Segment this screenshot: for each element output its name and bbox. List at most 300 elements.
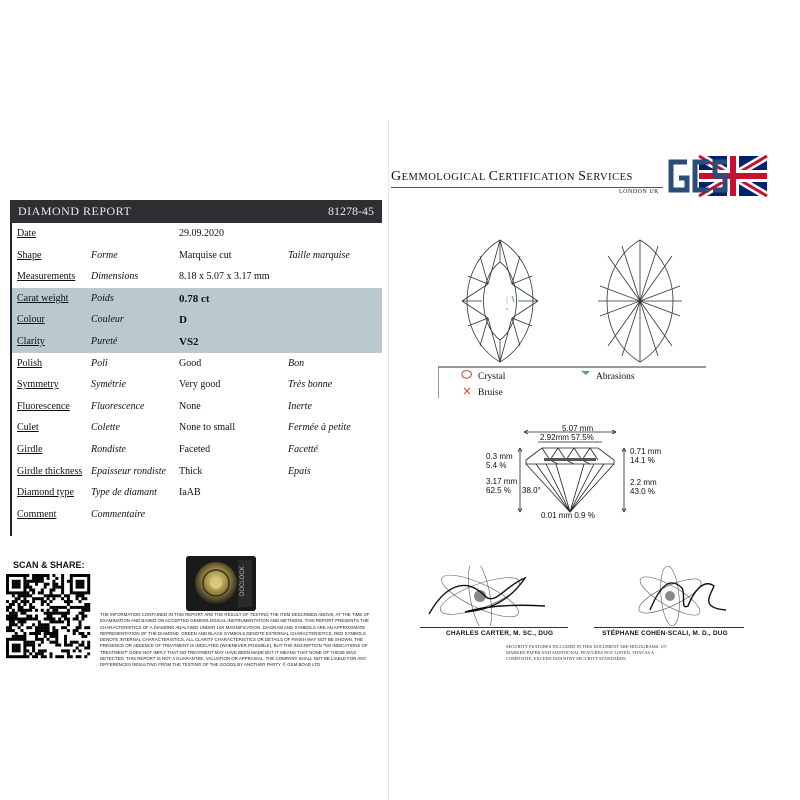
qr-module (47, 632, 50, 635)
qr-module (23, 583, 26, 586)
qr-module (79, 600, 82, 603)
qr-module (61, 626, 64, 629)
qr-module (18, 635, 21, 638)
qr-code[interactable] (6, 574, 92, 662)
qr-module (12, 620, 15, 623)
qr-module (47, 615, 50, 618)
qr-module (84, 626, 87, 629)
qr-module (35, 618, 38, 621)
company-name-cap-g: G (391, 169, 402, 184)
row-value-fr: Epais (288, 465, 311, 477)
qr-module (81, 574, 84, 577)
row-label-fr: Couleur (91, 314, 124, 326)
qr-module (64, 626, 67, 629)
qr-module (81, 591, 84, 594)
qr-module (21, 618, 24, 621)
qr-module (76, 615, 79, 618)
qr-module (58, 606, 61, 609)
qr-module (84, 574, 87, 577)
qr-module (18, 606, 21, 609)
qr-module (15, 612, 18, 615)
qr-module (29, 589, 32, 592)
qr-module (76, 594, 79, 597)
qr-module (76, 591, 79, 594)
row-value-fr: Fermée à petite (288, 422, 351, 434)
qr-module (55, 629, 58, 632)
qr-module (67, 649, 70, 652)
qr-module (76, 580, 79, 583)
qr-module (6, 652, 9, 655)
qr-module (87, 606, 90, 609)
qr-module (21, 600, 24, 603)
qr-module (67, 594, 70, 597)
qr-module (41, 629, 44, 632)
qr-module (6, 641, 9, 644)
qr-module (23, 591, 26, 594)
qr-module (55, 638, 58, 641)
crown-height-mm: 0.3 mm (486, 452, 513, 461)
qr-module (26, 609, 29, 612)
qr-module (55, 620, 58, 623)
qr-module (61, 586, 64, 589)
report-title: DIAMOND REPORT (18, 204, 132, 218)
row-value-fr: Facetté (288, 443, 318, 455)
qr-module (6, 580, 9, 583)
qr-module (84, 603, 87, 606)
gcs-logo (665, 154, 769, 198)
qr-module (87, 641, 90, 644)
qr-module (61, 612, 64, 615)
qr-module (41, 626, 44, 629)
row-value-fr: Taille marquise (288, 249, 350, 261)
qr-module (81, 612, 84, 615)
qr-module (55, 635, 58, 638)
legend-abrasions-label: Abrasions (596, 372, 635, 382)
pavilion-depth-pct: 43.0 % (630, 487, 655, 496)
qr-module (52, 606, 55, 609)
row-value: Thick (179, 465, 203, 477)
qr-module (15, 632, 18, 635)
qr-module (23, 644, 26, 647)
qr-module (38, 632, 41, 635)
row-value: D (179, 314, 187, 327)
row-label-en: Culet (17, 422, 39, 434)
qr-module (79, 644, 82, 647)
qr-module (21, 606, 24, 609)
qr-module (67, 597, 70, 600)
qr-module (6, 606, 9, 609)
qr-module (52, 580, 55, 583)
row-value: Faceted (179, 443, 211, 455)
qr-module (58, 612, 61, 615)
qr-module (87, 609, 90, 612)
row-label-fr: Rondiste (91, 443, 126, 455)
qr-module (81, 606, 84, 609)
qr-module (47, 638, 50, 641)
qr-module (55, 583, 58, 586)
qr-module (12, 649, 15, 652)
qr-module (38, 577, 41, 580)
qr-module (35, 632, 38, 635)
qr-module (35, 635, 38, 638)
qr-module (87, 574, 90, 577)
qr-module (87, 632, 90, 635)
qr-module (52, 620, 55, 623)
qr-module (15, 647, 18, 650)
qr-module (12, 618, 15, 621)
signature-line-1 (420, 627, 568, 628)
qr-module (41, 623, 44, 626)
qr-module (47, 597, 50, 600)
qr-module (12, 635, 15, 638)
qr-module (23, 589, 26, 592)
qr-module (32, 649, 35, 652)
qr-module (23, 586, 26, 589)
qr-module (26, 649, 29, 652)
qr-module (18, 580, 21, 583)
qr-module (81, 609, 84, 612)
qr-module (32, 641, 35, 644)
row-label-en: Measurements (17, 271, 76, 283)
diamond-plot-diagrams (450, 236, 690, 366)
qr-module (84, 647, 87, 650)
qr-module (55, 606, 58, 609)
legend-crystal-label: Crystal (478, 372, 506, 382)
qr-module (79, 632, 82, 635)
qr-module (79, 626, 82, 629)
qr-module (6, 591, 9, 594)
qr-module (52, 597, 55, 600)
qr-module (23, 612, 26, 615)
qr-module (29, 641, 32, 644)
scan-share-title: SCAN & SHARE: (13, 560, 85, 570)
row-label-en: Shape (17, 249, 42, 261)
qr-module (47, 603, 50, 606)
qr-module (15, 574, 18, 577)
disclaimer-text: THE INFORMATION CONTAINED IN THIS REPORT ARE THE RESULT OF TESTING THE ITEM DESCRIBED ABOVE, AT THE TIME OF EXAMINATION AND BASED ON ACCEPTED GEMMOLOGICAL INSTRUMENTATION AND METHODS. THIS REPORT PRESENTS THE CHARACTERISTICS OF A DIAMOND ANALYSED UNDER 10X MAGNIFICATION. DIAGRAM AND SYMBOLS ARE AN APPROXIMATE REPRESENTATION OF THE DIAMOND. GREEN AND BLACK SYMBOLS DENOTE EXTERNAL CHARACTERISTICS, RED SYMBOLS DENOTE INTERNAL CHARACTERISTICS. ALL CLARITY CHARACTERISTICS OR DETAILS OF FINISH MAY NOT BE SHOWN. THE PRESENCE OR ABSENCE OF TREATMENT IS INDICATED (WHENEVER POSSIBLE), BUT THE INSCRIPTION "NO INDICATIONS OF TREATMENT" DOES NOT IMPLY THAT NO TREATMENT MAY HAVE BEEN MADE BUT IT MEANS THAT NONE OF THESE WAS DETECTED. THIS REPORT IS NOT A GUARANTEE, VALUATION OR APPRAISAL. THE COMPANY SHALL NOT BE LIABLE FOR ANY DIFFERENCES RESULTING FROM THE TESTING OF THE GOODS BY ANOTHER PARTY. © GSM BOAD LTD (100, 612, 370, 668)
qr-module (87, 589, 90, 592)
qr-module (50, 618, 53, 621)
qr-module (12, 623, 15, 626)
total-depth-mm: 3.17 mm (486, 477, 518, 486)
qr-module (26, 626, 29, 629)
qr-module (32, 577, 35, 580)
qr-module (52, 612, 55, 615)
qr-module (76, 574, 79, 577)
qr-module (32, 618, 35, 621)
row-label-fr: Dimensions (91, 271, 139, 283)
qr-module (81, 635, 84, 638)
row-label-en: Girdle (17, 443, 43, 455)
qr-module (73, 649, 76, 652)
qr-module (38, 597, 41, 600)
qr-module (81, 615, 84, 618)
report-row (10, 245, 382, 267)
qr-module (32, 589, 35, 592)
qr-module (73, 618, 76, 621)
signature-line-2 (594, 627, 744, 628)
qr-module (79, 583, 82, 586)
qr-module (26, 583, 29, 586)
report-row (10, 331, 382, 353)
row-value-fr: Bon (288, 357, 305, 369)
qr-module (50, 641, 53, 644)
qr-module (81, 583, 84, 586)
row-label-en: Polish (17, 357, 43, 369)
qr-module (29, 594, 32, 597)
report-row (10, 374, 382, 396)
qr-module (52, 583, 55, 586)
qr-module (35, 574, 38, 577)
qr-module (50, 589, 53, 592)
qr-module (38, 626, 41, 629)
qr-module (26, 618, 29, 621)
qr-module (55, 655, 58, 658)
qr-module (15, 644, 18, 647)
qr-module (76, 629, 79, 632)
qr-module (18, 583, 21, 586)
qr-module (76, 597, 79, 600)
qr-module (41, 600, 44, 603)
qr-module (81, 597, 84, 600)
qr-module (47, 583, 50, 586)
company-name-part2: ERTIFICATION (498, 172, 579, 183)
qr-module (58, 655, 61, 658)
qr-module (70, 580, 73, 583)
report-row (10, 461, 382, 483)
qr-module (79, 655, 82, 658)
qr-module (26, 655, 29, 658)
qr-module (76, 647, 79, 650)
row-label-fr: Type de diamant (91, 487, 157, 499)
qr-module (9, 615, 12, 618)
qr-module (6, 615, 9, 618)
qr-module (6, 574, 9, 577)
qr-module (44, 655, 47, 658)
qr-module (67, 620, 70, 623)
qr-module (73, 629, 76, 632)
row-value: None (179, 400, 201, 412)
hologram-graphic (186, 556, 256, 611)
qr-module (58, 618, 61, 621)
row-label-fr: Poli (91, 357, 108, 369)
qr-module (6, 626, 9, 629)
row-label-en: Girdle thickness (17, 465, 83, 477)
qr-module (12, 600, 15, 603)
qr-module (9, 591, 12, 594)
qr-module (44, 635, 47, 638)
qr-module (15, 586, 18, 589)
qr-module (76, 655, 79, 658)
qr-module (18, 626, 21, 629)
qr-module (29, 652, 32, 655)
qr-module (70, 574, 73, 577)
qr-module (15, 635, 18, 638)
qr-module (26, 580, 29, 583)
qr-module (6, 655, 9, 658)
qr-module (84, 635, 87, 638)
qr-module (32, 580, 35, 583)
qr-module (70, 606, 73, 609)
qr-module (41, 609, 44, 612)
qr-module (41, 574, 44, 577)
qr-module (6, 629, 9, 632)
qr-module (6, 649, 9, 652)
qr-module (47, 626, 50, 629)
qr-module (79, 594, 82, 597)
qr-module (35, 597, 38, 600)
signatory-2-name: STÉPHANE COHEN-SCALI, M. D., DUG (602, 630, 728, 637)
qr-module (12, 644, 15, 647)
qr-module (38, 623, 41, 626)
qr-module (64, 641, 67, 644)
row-label-fr: Poids (91, 292, 114, 304)
qr-module (41, 603, 44, 606)
qr-module (70, 600, 73, 603)
qr-module (61, 615, 64, 618)
qr-module (23, 577, 26, 580)
qr-module (76, 606, 79, 609)
row-value: IaAB (179, 487, 201, 499)
qr-module (6, 589, 9, 592)
company-name (391, 169, 633, 185)
qr-module (50, 615, 53, 618)
qr-module (12, 629, 15, 632)
qr-module (18, 603, 21, 606)
qr-module (84, 609, 87, 612)
qr-module (52, 635, 55, 638)
qr-module (84, 606, 87, 609)
row-label-en: Colour (17, 314, 45, 326)
qr-module (21, 638, 24, 641)
qr-module (87, 603, 90, 606)
qr-module (47, 594, 50, 597)
qr-module (50, 594, 53, 597)
qr-module (76, 583, 79, 586)
qr-module (67, 600, 70, 603)
qr-module (50, 620, 53, 623)
qr-module (84, 615, 87, 618)
company-name-cap-c: C (488, 169, 499, 184)
qr-module (9, 603, 12, 606)
row-value: Marquise cut (179, 249, 232, 261)
qr-module (81, 641, 84, 644)
qr-module (21, 620, 24, 623)
qr-module (67, 612, 70, 615)
pavilion-view-diagram (598, 240, 682, 362)
company-name-part3: ERVICES (586, 172, 633, 183)
qr-module (58, 586, 61, 589)
qr-module (38, 580, 41, 583)
qr-module (70, 577, 73, 580)
qr-module (81, 632, 84, 635)
qr-module (81, 618, 84, 621)
qr-module (32, 574, 35, 577)
qr-module (61, 574, 64, 577)
qr-module (26, 574, 29, 577)
qr-module (87, 577, 90, 580)
qr-module (61, 577, 64, 580)
qr-module (23, 609, 26, 612)
qr-module (23, 638, 26, 641)
qr-module (70, 655, 73, 658)
hologram-seal (186, 556, 256, 611)
qr-module (58, 620, 61, 623)
qr-module (41, 652, 44, 655)
qr-module (61, 591, 64, 594)
qr-module (35, 615, 38, 618)
qr-module (9, 618, 12, 621)
qr-module (29, 644, 32, 647)
row-label-fr: Fluorescence (91, 400, 145, 412)
qr-module (18, 655, 21, 658)
qr-module (87, 580, 90, 583)
qr-module (87, 591, 90, 594)
qr-module (29, 632, 32, 635)
qr-module (35, 583, 38, 586)
company-name-part1: EMMOLOGICAL (401, 172, 489, 183)
report-number: 81278-45 (328, 204, 374, 218)
qr-module (9, 626, 12, 629)
qr-module (18, 638, 21, 641)
qr-module (87, 647, 90, 650)
qr-module (44, 600, 47, 603)
qr-module (29, 586, 32, 589)
qr-module (84, 597, 87, 600)
qr-module (38, 620, 41, 623)
qr-module (76, 586, 79, 589)
qr-module (23, 594, 26, 597)
qr-module (44, 612, 47, 615)
qr-module (55, 594, 58, 597)
qr-module (44, 586, 47, 589)
qr-module (55, 586, 58, 589)
report-row (10, 482, 382, 504)
qr-module (70, 591, 73, 594)
qr-module (87, 583, 90, 586)
girdle-mm: 0.71 mm (630, 447, 662, 456)
qr-module (52, 618, 55, 621)
qr-module (58, 644, 61, 647)
qr-module (35, 609, 38, 612)
row-value-fr: Inerte (288, 400, 312, 412)
qr-module (41, 649, 44, 652)
qr-module (52, 586, 55, 589)
qr-module (55, 641, 58, 644)
qr-module (12, 603, 15, 606)
qr-module (18, 594, 21, 597)
qr-module (79, 586, 82, 589)
qr-module (12, 655, 15, 658)
qr-module (61, 655, 64, 658)
pavilion-depth-mm: 2.2 mm (630, 478, 657, 487)
qr-module (87, 652, 90, 655)
qr-module (70, 641, 73, 644)
qr-module (61, 606, 64, 609)
qr-module (18, 620, 21, 623)
qr-module (9, 655, 12, 658)
qr-module (64, 606, 67, 609)
qr-module (32, 644, 35, 647)
union-jack-flag (699, 156, 767, 196)
qr-module (6, 583, 9, 586)
qr-module (12, 615, 15, 618)
qr-module (55, 612, 58, 615)
report-row (10, 439, 382, 461)
qr-module (50, 591, 53, 594)
qr-module (15, 623, 18, 626)
security-footnote: SECURITY FEATURES INCLUDED IN THIS DOCUMENT ARE HOLOGRAMS, UV MARKED PAPER AND ADDITIONAL FEATURES NOT LISTED, THAT AS A COMPOSITE, EXCEED INDUSTRY SECURITY STANDARDS. (506, 644, 667, 661)
